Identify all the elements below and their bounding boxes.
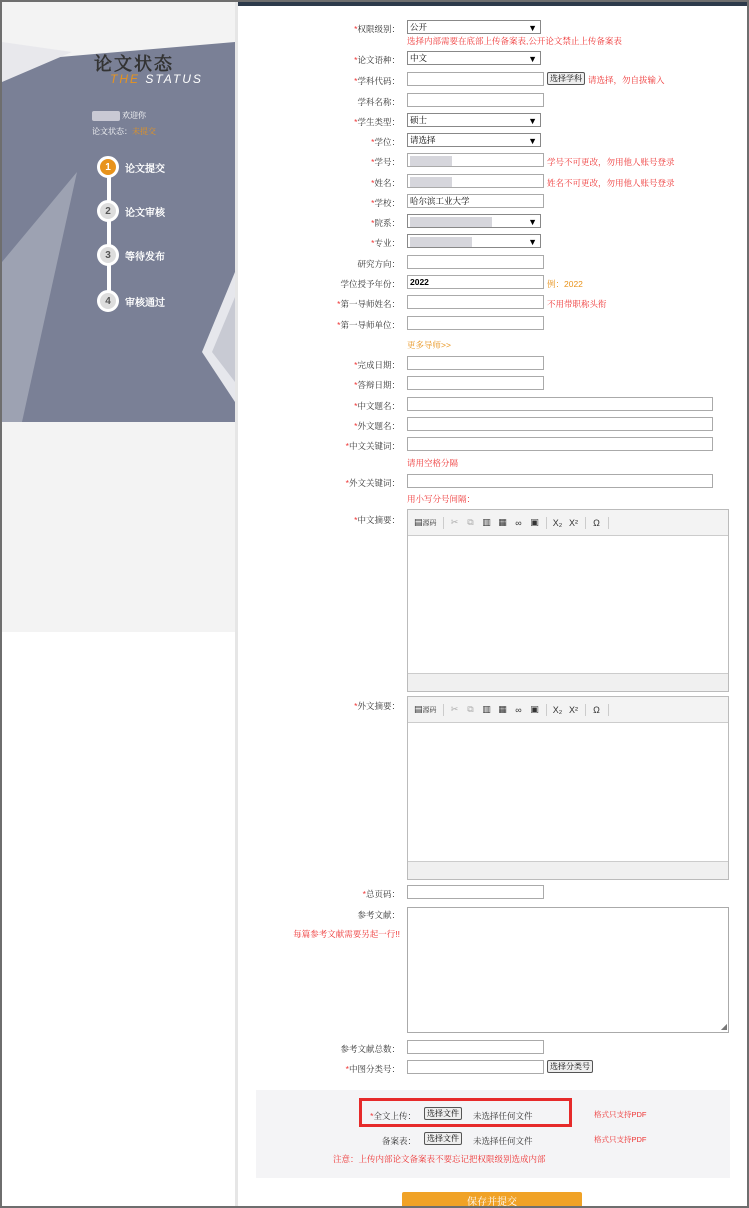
cn-abstract-label: *中文摘要： [354, 515, 400, 525]
select-clc-button[interactable]: 选择分类号 [547, 1060, 593, 1073]
sidebar-title: 论文状态 [94, 54, 174, 74]
references-textarea[interactable] [407, 907, 729, 1033]
status-sidebar [2, 2, 235, 632]
cut-icon[interactable]: ✂ [450, 517, 459, 527]
status-value: 未提交 [132, 127, 156, 136]
cut-icon[interactable]: ✂ [450, 704, 459, 714]
en-keywords-label: *外文关键词： [345, 478, 400, 488]
paste-text-icon[interactable]: ▦ [498, 517, 507, 527]
link-icon[interactable]: ∞ [515, 704, 522, 715]
record-file-status: 未选择任何文件 [473, 1136, 533, 1146]
en-abstract-statusbar [408, 861, 728, 879]
subscript-icon[interactable]: X₂ [552, 517, 563, 528]
cn-keywords-label: *中文关键词： [345, 441, 400, 451]
degree-select[interactable]: 请选择 ▼ [407, 133, 541, 147]
defense-date-label: *答辩日期： [354, 380, 400, 390]
step-approved: 4 审核通过 [97, 290, 165, 312]
advisor-name-input[interactable] [407, 295, 544, 309]
cn-abstract-toolbar [408, 510, 728, 536]
references-label: 参考文献： [357, 910, 400, 920]
advisor-unit-input[interactable] [407, 316, 544, 330]
upload-note: 注意：上传内部论文备案表不要忘记把权限级别选成内部 [333, 1154, 546, 1164]
language-select[interactable]: 中文 ▼ [407, 51, 541, 65]
fulltext-choose-file-button[interactable]: 选择文件 [424, 1107, 462, 1120]
subject-code-hint: 请选择，勿自拔输入 [588, 75, 665, 85]
link-icon[interactable]: ∞ [515, 517, 522, 528]
en-keywords-hint: 用小写分号间隔： [407, 494, 476, 504]
degree-label: *学位： [371, 137, 400, 147]
record-choose-file-button[interactable]: 选择文件 [424, 1132, 462, 1145]
more-advisors-link[interactable]: 更多导师>> [407, 340, 451, 350]
special-char-icon[interactable]: Ω [593, 517, 600, 528]
resize-handle-icon[interactable]: ◢ [720, 1022, 727, 1031]
save-submit-button[interactable]: 保存并提交 [402, 1192, 582, 1208]
access-level-label: *权限级别： [354, 24, 400, 34]
degree-year-hint: 例：2022 [547, 279, 583, 289]
record-hint: 格式只支持PDF [594, 1135, 647, 1144]
name-hint: 姓名不可更改，勿用他人账号登录 [547, 178, 675, 188]
advisor-unit-label: *第一导师单位： [337, 320, 400, 330]
clc-label: *中图分类号： [345, 1064, 400, 1074]
major-label: *专业： [371, 238, 400, 248]
paste-text-icon[interactable]: ▦ [498, 704, 507, 714]
name-input[interactable] [407, 174, 544, 188]
thesis-status: 论文状态：未提交 [92, 127, 156, 136]
subject-code-input[interactable] [407, 72, 544, 86]
references-hint: 每篇参考文献需要另起一行!! [293, 929, 400, 939]
source-icon[interactable]: ▤源码 [414, 704, 437, 714]
en-title-input[interactable] [407, 417, 713, 431]
student-type-label: *学生类型： [354, 117, 400, 127]
advisor-name-label: *第一导师姓名： [337, 299, 400, 309]
finish-date-label: *完成日期： [354, 360, 400, 370]
student-type-select[interactable]: 硕士 ▼ [407, 113, 541, 127]
image-icon[interactable]: ▣ [530, 517, 539, 527]
fulltext-label: *全文上传： [370, 1111, 416, 1121]
cn-abstract-statusbar [408, 673, 728, 691]
sidebar-subtitle: THE STATUS [110, 72, 203, 86]
fulltext-hint: 格式只支持PDF [594, 1110, 647, 1119]
en-keywords-input[interactable] [407, 474, 713, 488]
copy-icon[interactable]: ⧉ [467, 704, 474, 714]
cn-title-input[interactable] [407, 397, 713, 411]
column-divider [235, 2, 238, 1208]
cn-title-label: *中文题名： [354, 401, 400, 411]
top-bar [238, 2, 749, 6]
en-title-label: *外文题名： [354, 421, 400, 431]
student-id-hint: 学号不可更改，勿用他人账号登录 [547, 157, 675, 167]
school-input[interactable]: 哈尔滨工业大学 [407, 194, 544, 208]
research-input[interactable] [407, 255, 544, 269]
subject-name-label: 学科名称： [357, 97, 400, 107]
finish-date-input[interactable] [407, 356, 544, 370]
ref-total-label: 参考文献总数： [340, 1044, 400, 1054]
school-label: *学校： [371, 198, 400, 208]
step-publish: 3 等待发布 [97, 244, 165, 266]
degree-year-input[interactable]: 2022 [407, 275, 544, 289]
name-label: *姓名： [371, 178, 400, 188]
paste-icon[interactable]: ▥ [482, 704, 491, 714]
student-id-label: *学号： [371, 157, 400, 167]
record-label: 备案表： [381, 1136, 416, 1146]
step-review: 2 论文审核 [97, 200, 165, 222]
major-select[interactable]: ▼ [407, 234, 541, 248]
department-select[interactable]: ▼ [407, 214, 541, 228]
total-pages-label: *总页码： [362, 889, 400, 899]
superscript-icon[interactable]: X² [569, 517, 579, 528]
research-label: 研究方向： [357, 259, 400, 269]
highlight-box [359, 1098, 572, 1127]
special-char-icon[interactable]: Ω [593, 704, 600, 715]
subscript-icon[interactable]: X₂ [552, 704, 563, 715]
user-name-blurred [92, 111, 120, 121]
total-pages-input[interactable] [407, 885, 544, 899]
en-abstract-editor[interactable] [407, 696, 729, 880]
select-subject-button[interactable]: 选择学科 [547, 72, 585, 85]
cn-keywords-hint: 请用空格分隔 [407, 458, 459, 468]
defense-date-input[interactable] [407, 376, 544, 390]
advisor-name-hint: 不用带职称头衔 [547, 299, 607, 309]
student-id-input[interactable] [407, 153, 544, 167]
welcome-line: 欢迎你 [92, 110, 146, 121]
en-abstract-toolbar [408, 697, 728, 723]
cn-abstract-editor[interactable] [407, 509, 729, 692]
paste-icon[interactable]: ▥ [482, 517, 491, 527]
cn-keywords-input[interactable] [407, 437, 713, 451]
access-level-select[interactable]: 公开 ▼ [407, 20, 541, 34]
department-label: *院系： [371, 218, 400, 228]
source-icon[interactable]: ▤源码 [414, 517, 437, 527]
en-abstract-label: *外文摘要： [354, 701, 400, 711]
ref-total-input[interactable] [407, 1040, 544, 1054]
degree-year-label: 学位授予年份： [340, 279, 400, 289]
step-submit: 1 论文提交 [97, 156, 165, 178]
subject-name-input[interactable] [407, 93, 544, 107]
subject-code-label: *学科代码： [354, 76, 400, 86]
image-icon[interactable]: ▣ [530, 704, 539, 714]
fulltext-file-status: 未选择任何文件 [473, 1111, 533, 1121]
clc-input[interactable] [407, 1060, 544, 1074]
access-level-hint: 选择内部需要在底部上传备案表,公开论文禁止上传备案表 [407, 36, 622, 46]
superscript-icon[interactable]: X² [569, 704, 579, 715]
copy-icon[interactable]: ⧉ [467, 517, 474, 527]
language-label: *论文语种： [354, 55, 400, 65]
steps-connector [107, 167, 111, 301]
